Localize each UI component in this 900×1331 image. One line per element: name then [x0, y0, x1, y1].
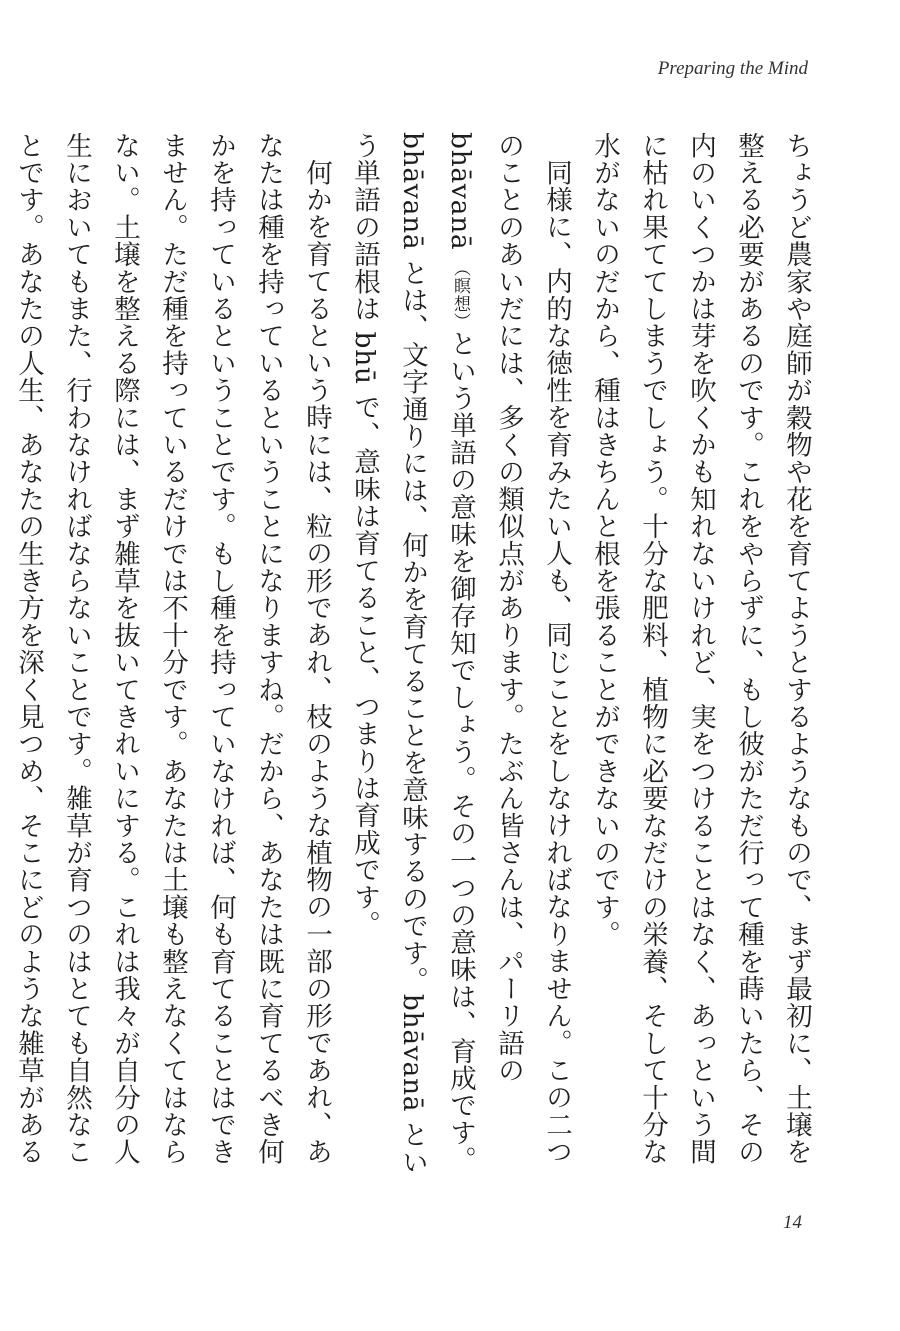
- running-header: Preparing the Mind: [657, 58, 808, 79]
- paragraph-2-note: （瞑想）: [450, 259, 470, 331]
- paragraph-2: [340, 132, 580, 1184]
- paragraph-1: ちょうど農家や庭師が穀物や花を育てようとするようなもので、まず最初に、土壌を整える必要があるのです。これをやらずに、もし彼がただ行って種を蒔いたら、その内のいくつかは芽を吹くかも知れないけれど、実をつけることはなく、あっという間に枯れ果ててしまうでしょう。十分な肥料、植物に必要なだけの栄養、そして十分な水がないのだから、種はきちんと根を張ることができないのです。: [589, 132, 812, 1166]
- page-number: 14: [783, 1212, 802, 1233]
- paragraph-2-part-a: 同様に、内的な徳性を育みたい人も、同じことをしなければなりません。この二つのことのあいだには、多くの類似点があります。たぶん皆さんは、パーリ語の bhāvanā: [445, 132, 572, 1165]
- body-text: [13, 132, 820, 1184]
- paragraph-2-part-b: という単語の意味を御存知でしょう。その一つの意味は、育成です。bhāvanā とは、文字通りには、何かを育てることを意味するのです。bhāvanā という単語の語根は bhū で、意味は育てること、つまりは育成です。: [349, 132, 476, 1176]
- paragraph-3: 何かを育てるという時には、粒の形であれ、枝のような植物の一部の形であれ、あなたは種を持っているということになりますね。だから、あなたは既に育てるべき何かを持っているということです。もし種を持っていなければ、何も育てることはできません。ただ種を持っているだけでは不十分です。あなたは土壌も整えなくてはならない。土壌を整える際には、まず雑草を抜いてきれいにする。これは我々が自分の人生においてもまた、行わなければならないことです。雑草が育つのはとても自然なことです。あなたの人生、あなたの生き方を深く見つめ、そこにどのような雑草がある: [13, 132, 332, 1166]
